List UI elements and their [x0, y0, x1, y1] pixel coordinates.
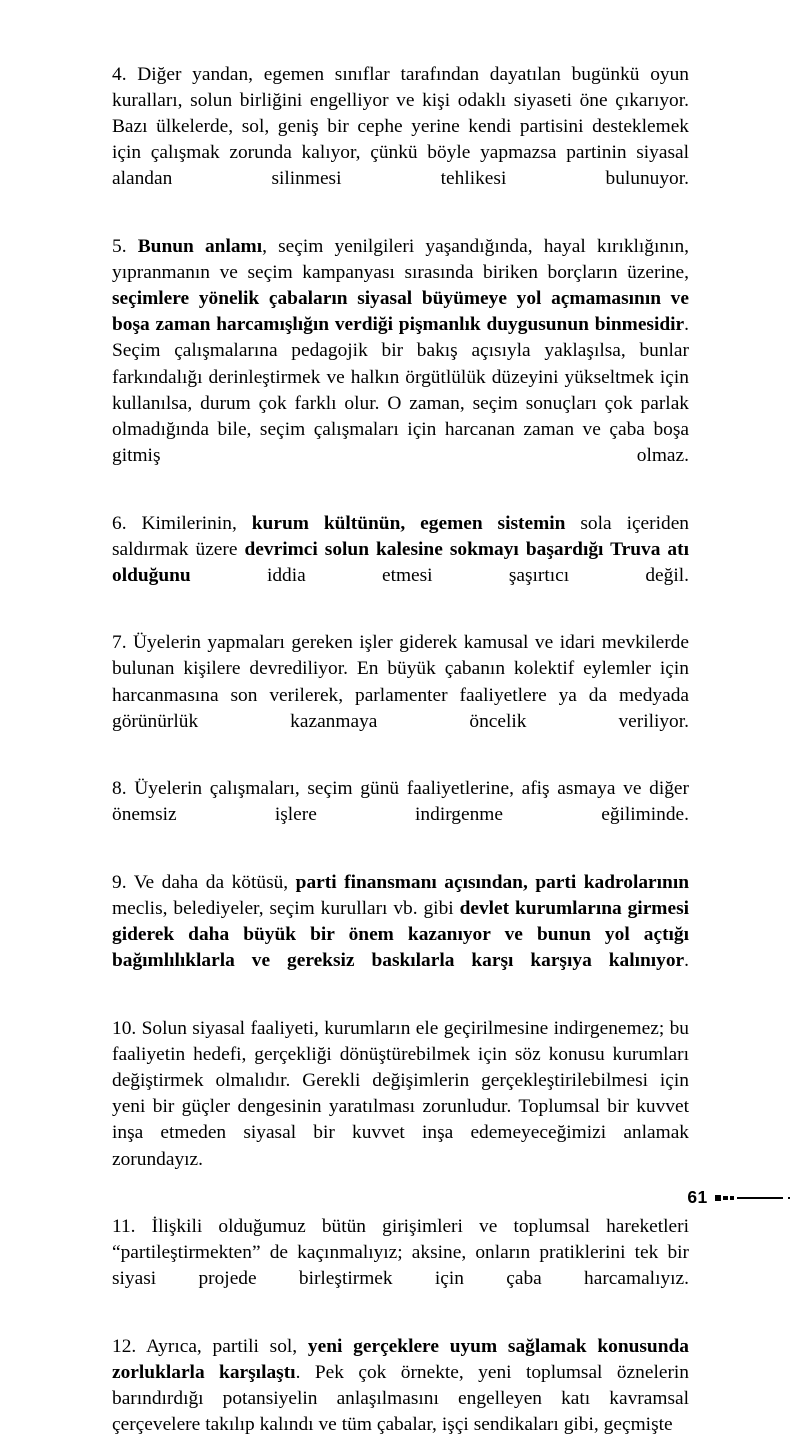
text-run: . Seçim çalışmalarına pedagojik bir bakış açısıyla yaklaşılsa, bunlar farkındalığı derinleştirmek ve halkın örgütlülük düzeyini yükseltmek için kullanılsa, durum çok farklı olur. O zaman, seçim sonuçları çok parlak olmadığında bile, seçim çalışmaları için harcanan zaman ve çaba boşa gitmiş olmaz.	[112, 314, 689, 466]
emphasis-run: devrimci solun kalesine sokmayı başardığı Truva atı olduğunu	[112, 538, 689, 586]
ornament-end-tick	[788, 1197, 790, 1199]
para-12	[112, 1334, 689, 1438]
text-run: 5.	[112, 236, 138, 258]
emphasis-run: parti finansmanı açısından, parti kadrolarının	[295, 872, 690, 894]
text-run: 11. İlişkili olduğumuz bütün girişimleri ve toplumsal hareketleri “partileştirmekten” de kaçınmalıyız; aksine, onların pratiklerini tek bir siyasi projede birleştirmek için çaba harcamalıyız.	[112, 1216, 689, 1290]
text-run: 6. Kimilerinin,	[112, 512, 252, 534]
emphasis-run: yeni gerçeklere uyum sağlamak konusunda zorluklarla karşılaştı	[112, 1336, 689, 1384]
para-7	[112, 630, 689, 760]
emphasis-run: kurum kültünün, egemen sistemin	[251, 512, 566, 534]
ornament-square-large	[715, 1195, 721, 1201]
para-4	[112, 62, 689, 219]
para-8	[112, 776, 689, 854]
text-run: 7. Üyelerin yapmaları gereken işler giderek kamusal ve idari mevkilerde bulunan kişilere devrediliyor. En büyük çabanın kolektif eylemler için harcanmasına son verilerek, parlamenter faaliyetlere ya da medyada görünürlük kazanmaya öncelik veriliyor.	[112, 632, 689, 732]
text-run: 9. Ve daha da kötüsü,	[112, 872, 296, 894]
body-text-column	[112, 62, 689, 1439]
text-run: meclis, belediyeler, seçim kurulları vb. gibi	[112, 898, 460, 920]
page-footer	[687, 1188, 790, 1208]
ornament-line	[737, 1197, 783, 1199]
para-6	[112, 511, 689, 615]
para-10	[112, 1016, 689, 1199]
ornament-square-small	[730, 1196, 734, 1200]
text-run: . Pek çok örnekte, yeni toplumsal öznelerin barındırdığı potansiyelin anlaşılmasını engelleyen katı kavramsal çerçevelere takılıp kalındı ve tüm çabalar, işçi sendikaları gibi, geçmişte	[112, 1362, 690, 1436]
ornament-square-medium	[723, 1196, 728, 1201]
para-9	[112, 870, 689, 1000]
para-5	[112, 234, 689, 495]
text-run: 12. Ayrıca, partili sol,	[112, 1336, 308, 1358]
text-run: , seçim yenilgileri yaşandığında, hayal kırıklığının, yıpranmanın ve seçim kampanyası sırasında biriken borçların üzerine,	[112, 236, 690, 284]
emphasis-run: Bunun anlamı	[137, 236, 263, 258]
emphasis-run: seçimlere yönelik çabaların siyasal büyümeye yol açmamasının ve boşa zaman harcamışlığın verdiği pişmanlık duygusunun binmesidir	[112, 288, 689, 336]
text-run: 10. Solun siyasal faaliyeti, kurumların ele geçirilmesine indirgenemez; bu faaliyetin hedefi, gerçekliği dönüştürebilmek için söz konusu kurumları değiştirmek olmalıdır. Gerekli değişimlerin gerçekleştirilebilmesi için yeni bir güçler dengesinin yaratılması zorunludur. Toplumsal bir kuvvet inşa etmeden siyasal bir kuvvet inşa edemeyeceğimizi anlamak zorundayız.	[112, 1018, 689, 1170]
emphasis-run: devlet kurumlarına girmesi giderek daha büyük bir önem kazanıyor ve bunun yol açtığı bağımlılıklarla ve gereksiz baskılarla karşı karşıya kalınıyor	[112, 898, 689, 972]
text-run: iddia etmesi şaşırtıcı değil.	[190, 564, 689, 586]
text-run: 8. Üyelerin çalışmaları, seçim günü faaliyetlerine, afiş asmaya ve diğer önemsiz işlere indirgenme eğiliminde.	[112, 778, 689, 826]
text-run: .	[684, 950, 689, 972]
text-run: 4. Diğer yandan, egemen sınıflar tarafından dayatılan bugünkü oyun kuralları, solun birliğini engelliyor ve kişi odaklı siyaseti öne çıkarıyor. Bazı ülkelerde, sol, geniş bir cephe yerine kendi partisini desteklemek için çalışmak zorunda kalıyor, çünkü böyle yapmazsa partinin siyasal alandan silinmesi tehlikesi bulunuyor.	[112, 64, 689, 190]
para-11	[112, 1214, 689, 1318]
text-run: sola içeriden saldırmak üzere	[112, 512, 690, 560]
page-number: 61	[687, 1187, 708, 1208]
footer-rule-ornament	[715, 1195, 791, 1201]
